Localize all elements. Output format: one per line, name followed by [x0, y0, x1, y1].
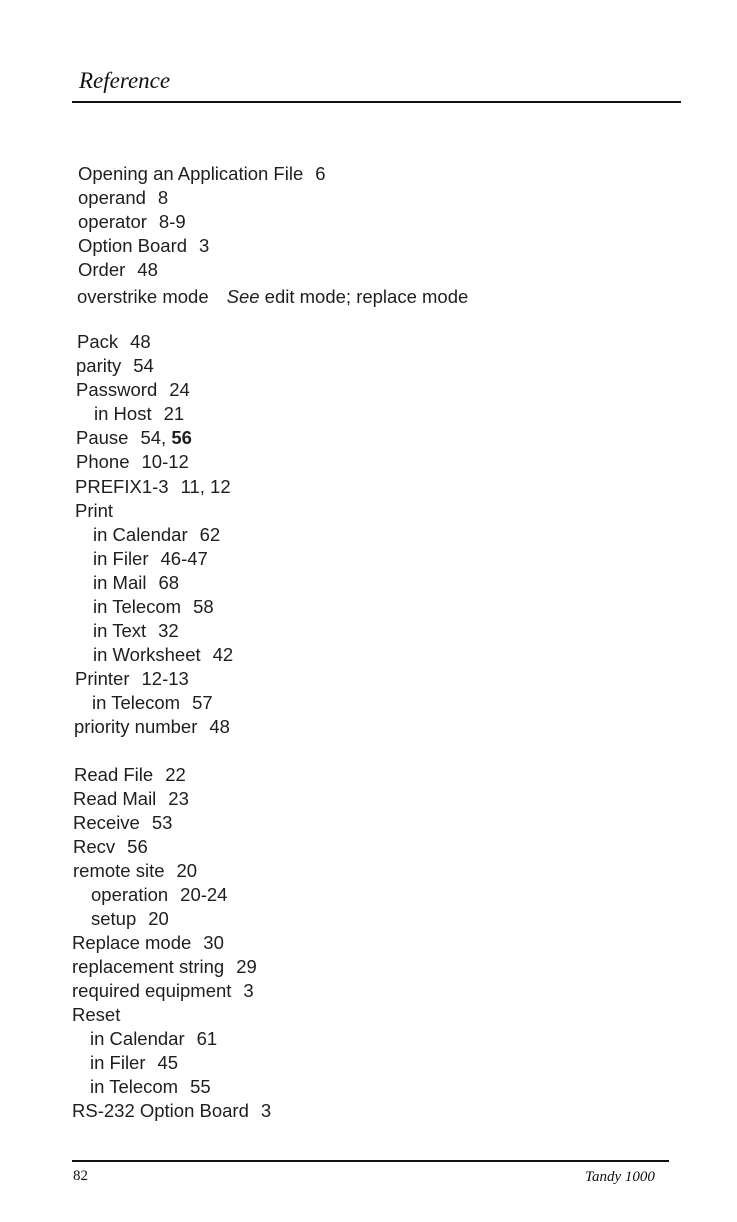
- index-term: Opening an Application File: [78, 163, 304, 184]
- index-term: in Calendar: [93, 524, 188, 545]
- index-term: in Telecom: [92, 692, 181, 713]
- index-subentry: [92, 692, 213, 714]
- index-pages: 3: [199, 235, 210, 256]
- index-pages: 29: [236, 956, 257, 977]
- index-term: PREFIX1-3: [75, 476, 169, 497]
- index-term: in Text: [93, 620, 147, 641]
- index-subentry: [93, 644, 233, 666]
- index-term: Read File: [74, 764, 154, 785]
- index-term: in Filer: [90, 1052, 146, 1073]
- index-pages: 24: [169, 379, 190, 400]
- index-pages: 22: [165, 764, 186, 785]
- index-entry: [72, 980, 254, 1002]
- index-pages: 48: [137, 259, 158, 280]
- index-entry: [78, 211, 186, 233]
- running-header-title: Reference: [79, 68, 171, 93]
- index-subentry: [93, 524, 220, 546]
- index-term: in Worksheet: [93, 644, 201, 665]
- index-pages: 55: [190, 1076, 211, 1097]
- index-entry: [75, 500, 113, 522]
- index-subentry: [93, 620, 179, 642]
- index-term: Order: [78, 259, 126, 280]
- index-term: Print: [75, 500, 114, 521]
- index-term: replacement string: [72, 956, 225, 977]
- index-pages: 12-13: [141, 668, 189, 689]
- index-entry: [73, 860, 197, 882]
- index-term: setup: [91, 908, 137, 929]
- index-pages: 42: [212, 644, 234, 665]
- index-term: overstrike mode: [77, 286, 209, 307]
- index-pages: 20-24: [180, 884, 228, 905]
- index-term: priority number: [74, 716, 198, 737]
- index-term: Read Mail: [73, 788, 157, 809]
- index-pages: 68: [158, 572, 180, 593]
- index-entry: [75, 668, 189, 690]
- index-pages: 20: [148, 908, 169, 929]
- index-pages: 10-12: [141, 451, 189, 472]
- index-entry: [72, 1004, 120, 1026]
- index-term: in Telecom: [93, 596, 182, 617]
- index-entry: [72, 932, 224, 954]
- see-reference: See: [226, 286, 260, 307]
- index-pages: 56: [127, 836, 148, 857]
- index-pages: 8: [157, 187, 169, 208]
- index-term: Option Board: [78, 235, 188, 256]
- index-entry: [73, 788, 189, 810]
- index-term: Replace mode: [72, 932, 192, 953]
- index-entry: [76, 451, 189, 473]
- index-pages: 57: [192, 692, 213, 713]
- index-entry: [76, 379, 190, 401]
- index-entry: [78, 187, 168, 209]
- index-term: parity: [76, 355, 122, 376]
- index-term: Receive: [73, 812, 140, 833]
- index-pages: 48: [209, 716, 230, 737]
- index-entry: [76, 427, 192, 449]
- index-entry: [76, 355, 154, 377]
- index-pages: 11, 12: [180, 476, 231, 497]
- index-term: in Host: [94, 403, 152, 424]
- index-pages: 32: [158, 620, 179, 641]
- index-entry: [78, 163, 326, 185]
- index-term: operator: [78, 211, 147, 232]
- index-pages: 61: [196, 1028, 218, 1049]
- index-pages: 30: [203, 932, 224, 953]
- index-pages: 53: [151, 812, 173, 833]
- index-entry: [78, 235, 209, 257]
- index-pages: 8-9: [158, 211, 186, 232]
- index-term: Pause: [76, 427, 129, 448]
- index-entry: [74, 716, 230, 738]
- index-pages: 3: [260, 1100, 272, 1121]
- cross-reference: edit mode; replace mode: [259, 286, 469, 307]
- index-term: Pack: [77, 331, 119, 352]
- index-term: operation: [91, 884, 169, 905]
- index-pages: 62: [199, 524, 221, 545]
- index-pages: 58: [193, 596, 214, 617]
- page-number: 82: [73, 1168, 88, 1184]
- index-term: in Filer: [93, 548, 149, 569]
- index-subentry: [91, 884, 227, 906]
- index-subentry: [90, 1052, 178, 1074]
- index-term: remote site: [73, 860, 165, 881]
- index-pages: 45: [157, 1052, 179, 1073]
- index-term: operand: [78, 187, 146, 208]
- index-subentry: [90, 1028, 217, 1050]
- index-entry: [77, 331, 151, 353]
- index-entry: [73, 812, 172, 834]
- index-pages: 21: [163, 403, 185, 424]
- index-pages: 46-47: [160, 548, 208, 569]
- index-page-bold: 56: [171, 427, 192, 448]
- index-term: Password: [76, 379, 158, 400]
- index-pages: 48: [130, 331, 151, 352]
- index-entry: [72, 956, 257, 978]
- index-pages: 3: [243, 980, 254, 1001]
- index-term: required equipment: [72, 980, 232, 1001]
- index-entry: [78, 259, 158, 281]
- index-term: Recv: [73, 836, 116, 857]
- index-subentry: [93, 548, 208, 570]
- index-pages: 20: [176, 860, 198, 881]
- index-term: in Telecom: [90, 1076, 179, 1097]
- header-rule: [72, 101, 681, 103]
- index-subentry: [90, 1076, 211, 1098]
- index-subentry: [91, 908, 169, 930]
- index-entry: [75, 476, 231, 498]
- index-entry: [74, 764, 186, 786]
- index-subentry: [93, 596, 214, 618]
- index-pages: 6: [315, 163, 326, 184]
- index-entry: [73, 836, 148, 858]
- index-term: Phone: [76, 451, 130, 472]
- index-entry: [72, 1100, 271, 1122]
- footer-rule: [72, 1160, 669, 1162]
- index-pages: 54: [133, 355, 154, 376]
- index-entry: [77, 286, 468, 308]
- index-pages: 54,: [140, 427, 167, 448]
- index-pages: 23: [168, 788, 189, 809]
- index-term: in Calendar: [90, 1028, 185, 1049]
- footer-title: Tandy 1000: [585, 1169, 655, 1185]
- index-term: RS-232 Option Board: [72, 1100, 249, 1121]
- index-term: in Mail: [93, 572, 147, 593]
- index-term: Printer: [75, 668, 130, 689]
- index-subentry: [94, 403, 184, 425]
- index-term: Reset: [72, 1004, 121, 1025]
- index-subentry: [93, 572, 179, 594]
